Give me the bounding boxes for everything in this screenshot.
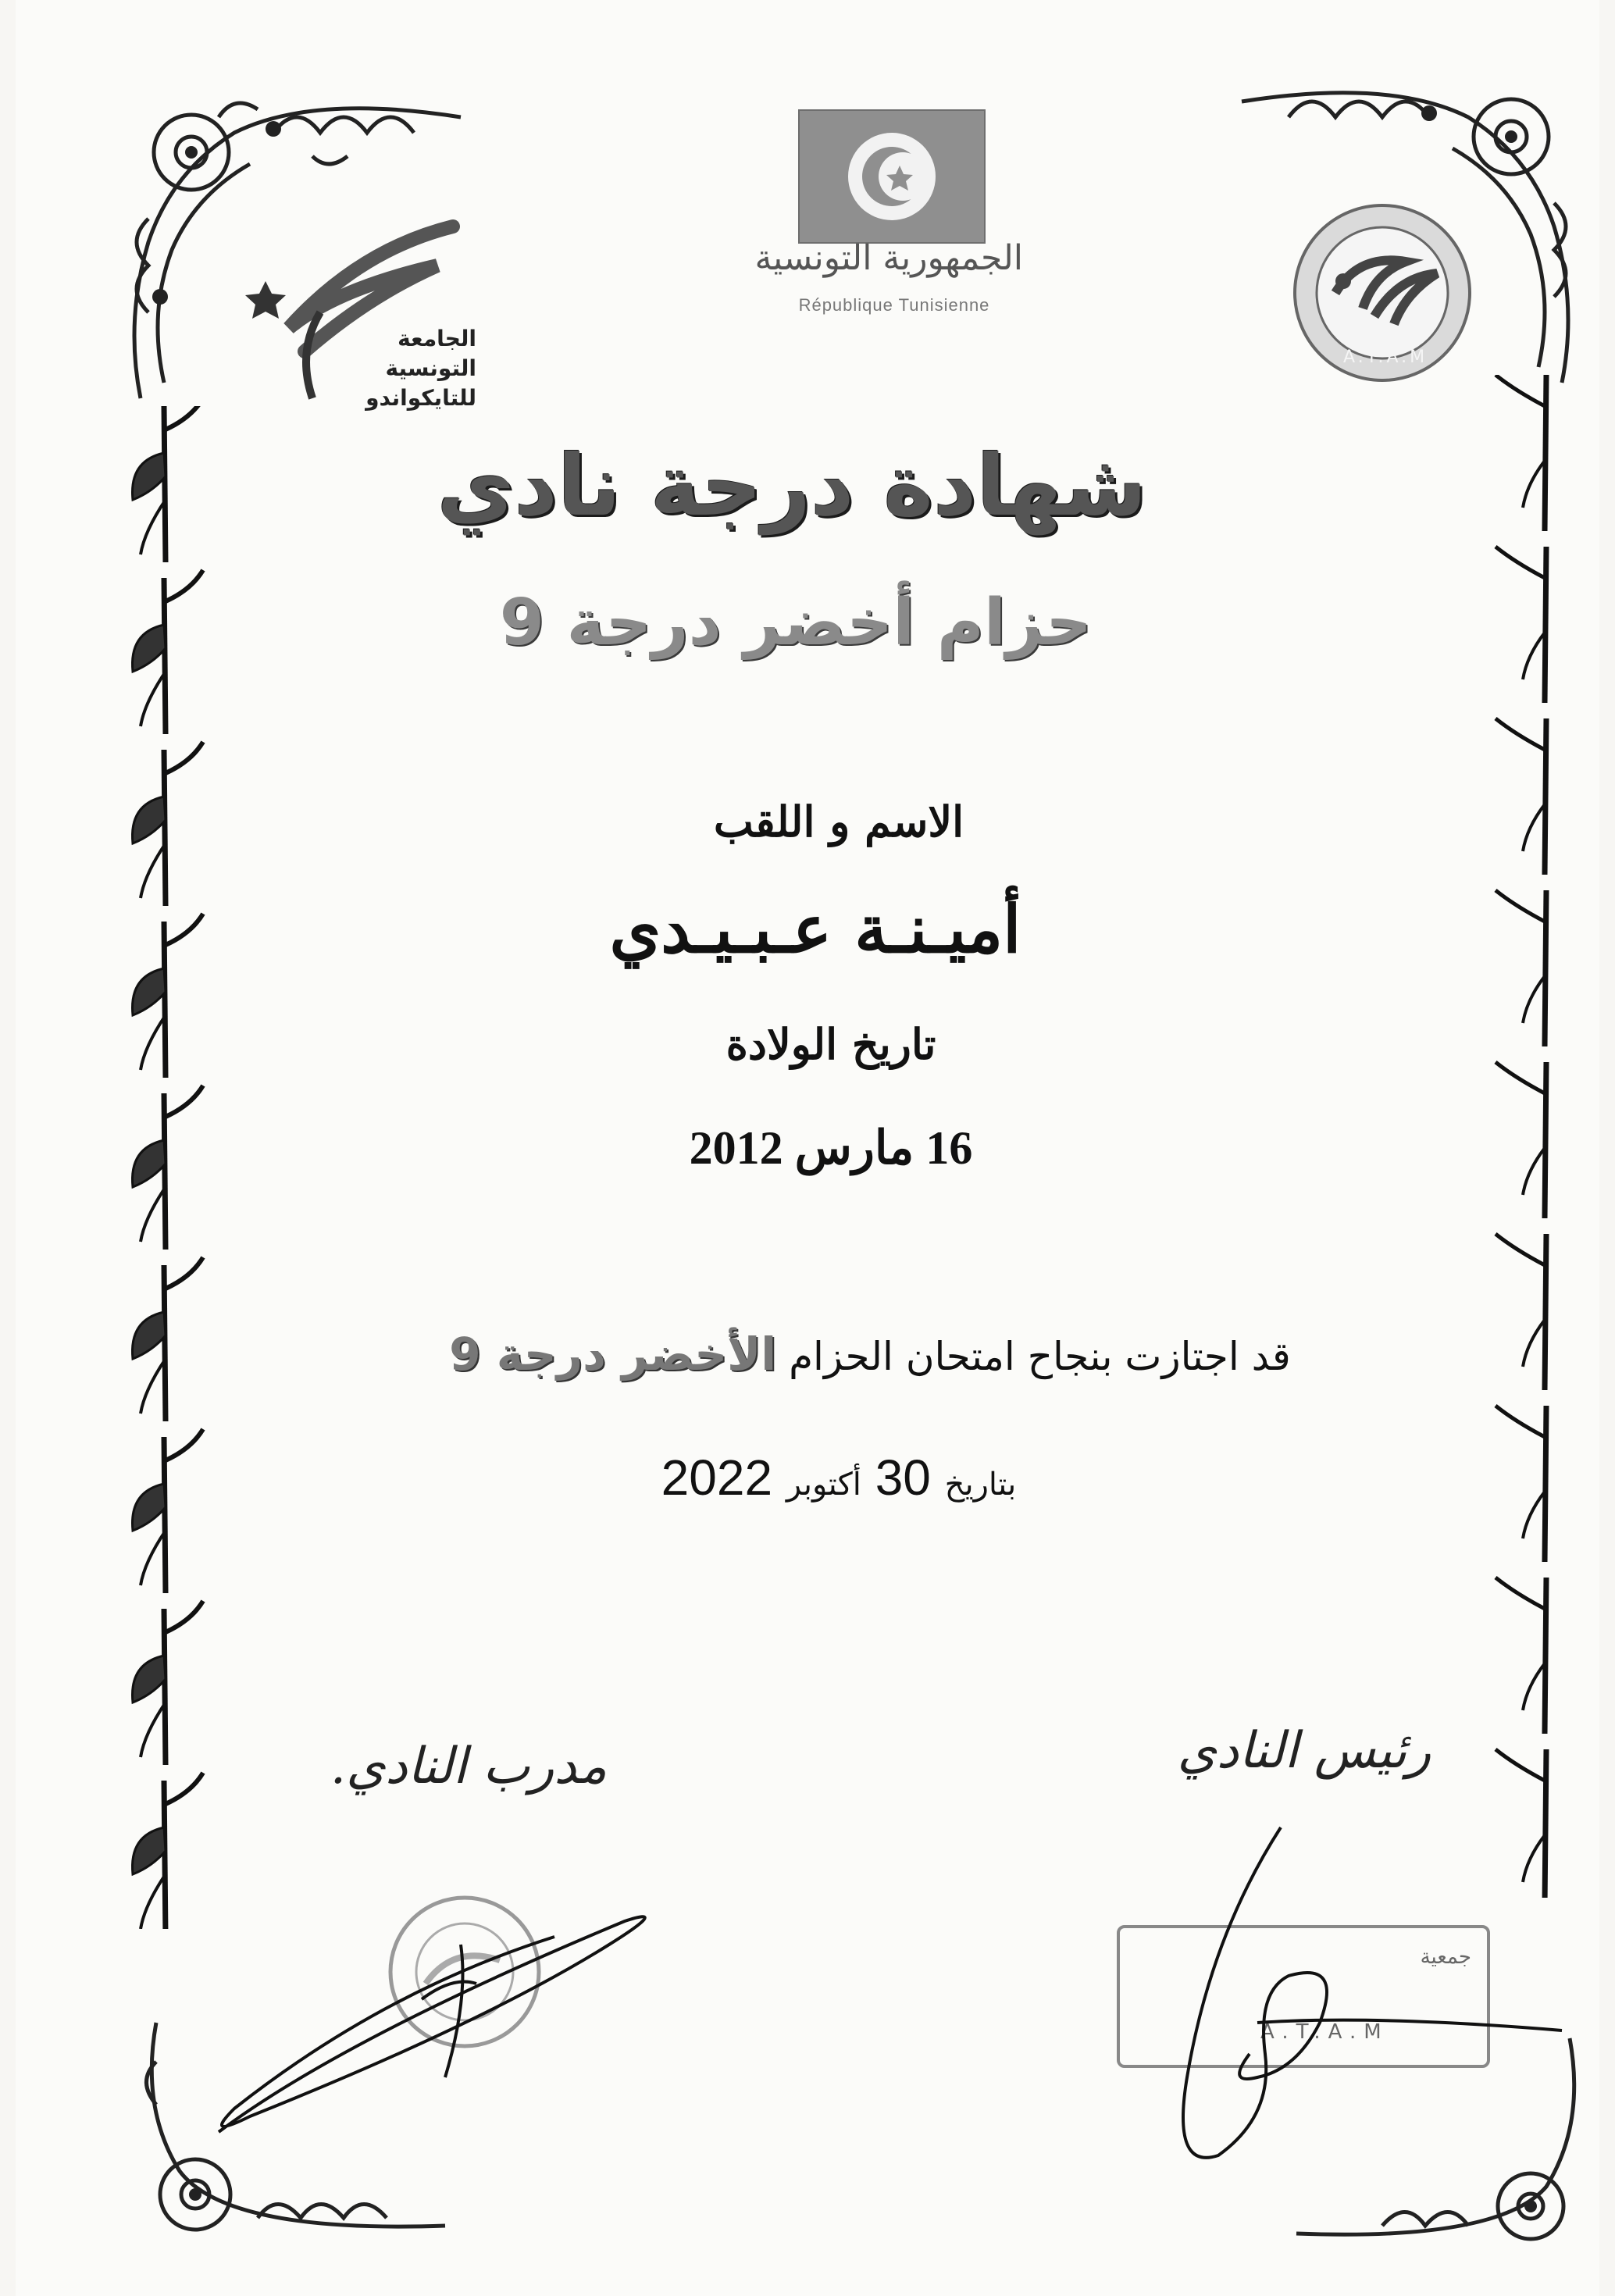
passed-statement-text: قد اجتازت بنجاح امتحان الحزام	[789, 1334, 1291, 1379]
association-logo-ring-text: A.T.A.M	[1343, 348, 1428, 367]
birth-date: 16 مارس 2012	[689, 1122, 973, 1174]
exam-date-prefix: بتاريخ	[944, 1467, 1017, 1503]
coach-label: مدرب النادي.	[330, 1738, 608, 1795]
exam-date	[78, 1449, 1599, 1506]
exam-date-year: 2022	[661, 1449, 773, 1506]
republic-arabic: الجمهورية التونسية	[754, 238, 1023, 278]
president-signature	[1140, 1820, 1578, 2179]
student-name: أميـنـة عـبـيـدي	[609, 890, 1021, 968]
federation-name	[312, 324, 476, 413]
federation-name-line3: للتايكواندو	[365, 385, 476, 411]
tunisia-flag	[798, 109, 986, 244]
certificate-title: شهادة درجة نادي	[437, 437, 1147, 535]
federation-name-line2: التونسية	[385, 355, 476, 381]
passed-statement	[141, 1328, 1599, 1381]
crescent-star-icon	[800, 111, 984, 242]
president-stamp-text-bottom: A.T.A.M	[1260, 2020, 1389, 2044]
belt-grade-title: حزام أخضر درجة 9	[499, 586, 1093, 660]
president-stamp-text-top: جمعية	[1420, 1945, 1471, 1969]
exam-date-month: أكتوبر	[786, 1467, 861, 1503]
certificate-page	[16, 0, 1599, 2296]
coach-signature	[187, 1898, 672, 2155]
republic-french: République Tunisienne	[798, 295, 990, 315]
passed-belt: الأخضر درجة 9	[449, 1328, 777, 1381]
president-label: رئيس النادي	[1177, 1722, 1431, 1780]
name-label: الاسم و اللقب	[713, 797, 964, 847]
exam-date-day: 30	[875, 1449, 931, 1506]
federation-name-line1: الجامعة	[398, 326, 476, 351]
birth-date-label: تاريخ الولادة	[726, 1019, 936, 1069]
